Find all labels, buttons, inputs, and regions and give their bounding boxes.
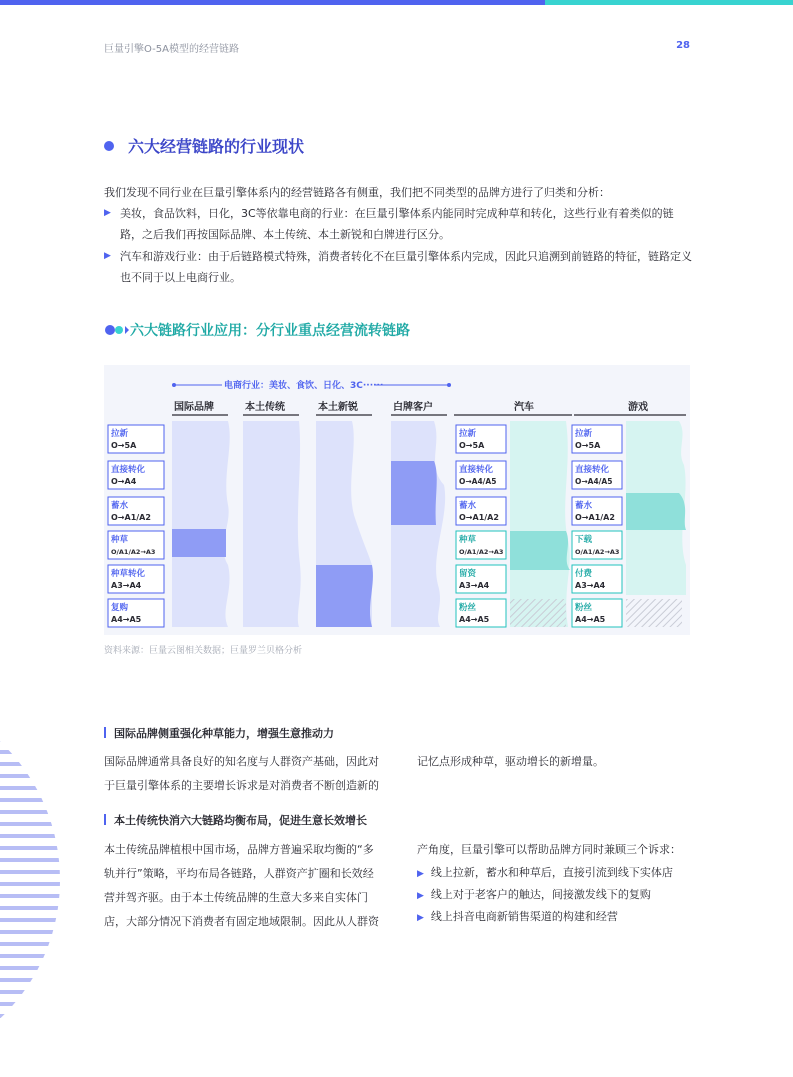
- stage-code: A4→A5: [111, 615, 142, 624]
- source-note: 资料来源：巨量云图相关数据；巨量罗兰贝格分析: [104, 646, 303, 656]
- triangle-bullet-icon: ▶: [417, 913, 424, 923]
- triangle-bullet-icon: ▶: [104, 251, 111, 261]
- col-header-local-trad: 本土传统: [245, 402, 285, 413]
- wave-highlight-game: [626, 493, 686, 530]
- stage-code: A3→A4: [111, 581, 142, 590]
- bullet-line: 路，之后我们再按国际品牌、本土传统、本土新锐和白牌进行区分。: [120, 228, 450, 241]
- stage-code: A3→A4: [575, 581, 606, 590]
- block2-bullet-2: [417, 884, 707, 907]
- text-line: 本土传统品牌植根中国市场，品牌方普遍采取均衡的“多: [104, 843, 374, 856]
- wave-col-auto: [510, 421, 570, 627]
- stage-code: O/A1/A2→A3: [459, 548, 504, 556]
- subsection-title: 六大链路行业应用：分行业重点经营流转链路: [130, 323, 410, 339]
- stage-name: 蓄水: [459, 501, 477, 511]
- hatched-block-auto: [510, 599, 566, 627]
- ecom-label-dot-left: [172, 383, 176, 387]
- heading-bar-icon: [104, 814, 106, 825]
- text-line: 记忆点形成种草，驱动增长的新增量。: [417, 755, 604, 768]
- section-title: 六大经营链路的行业现状: [128, 137, 305, 156]
- accent-bar-blue: [0, 0, 545, 5]
- wave-col-intl: [172, 421, 230, 627]
- stage-code: O→A4/A5: [575, 477, 613, 486]
- stage-name: 直接转化: [111, 465, 146, 475]
- industry-chain-diagram: [104, 365, 690, 635]
- col-header-local-new: 本土新锐: [318, 402, 358, 413]
- heading-bar-icon: [104, 727, 106, 738]
- stage-code: A3→A4: [459, 581, 490, 590]
- wave-highlight-auto: [510, 531, 570, 570]
- block2-heading-text: 本土传统快消六大链路均衡布局，促进生意长效增长: [114, 814, 367, 827]
- text-line: 店，大部分情况下消费者有固定地域限制。因此从人群资: [104, 915, 379, 928]
- stage-name: 付费: [575, 569, 593, 579]
- stage-code: O→A1/A2: [111, 513, 151, 522]
- stage-name: 种草转化: [111, 569, 146, 579]
- stage-code: O→5A: [111, 441, 137, 450]
- block2-right-intro: 产角度，巨量引擎可以帮助品牌方同时兼顾三个诉求：: [417, 843, 681, 856]
- wave-col-local-trad: [243, 421, 301, 627]
- stage-name: 下载: [575, 535, 593, 545]
- page-number: 28: [676, 40, 690, 51]
- stage-name: 留资: [459, 569, 477, 579]
- col-header-white-label: 白牌客户: [393, 402, 433, 413]
- stage-code: O/A1/A2→A3: [111, 548, 156, 556]
- stage-code: A4→A5: [575, 615, 606, 624]
- block2-heading: [104, 812, 367, 828]
- bullet-line: 汽车和游戏行业：由于后链路模式特殊，消费者转化不在巨量引擎体系内完成，因此只追溯到前链路的特征，链路定义: [120, 250, 692, 263]
- text-line: 营并驾齐驱。由于本土传统品牌的生意大多来自实体门: [104, 891, 368, 904]
- chain-diagram-svg: [104, 365, 690, 635]
- intro-bullet-2: [104, 246, 696, 288]
- block1-left-column: [104, 750, 394, 798]
- accent-bar-teal: [545, 0, 793, 5]
- stage-code: O→5A: [575, 441, 601, 450]
- wave-highlight-intl: [172, 529, 226, 557]
- stage-name: 拉新: [575, 429, 593, 439]
- wave-highlight-white-label: [391, 461, 437, 525]
- stage-name: 种草: [459, 535, 477, 545]
- stage-code: A4→A5: [459, 615, 490, 624]
- double-dot-arrow-icon: [104, 323, 130, 337]
- stage-code: O→A4/A5: [459, 477, 497, 486]
- top-accent-bar: [0, 0, 793, 5]
- stage-name: 粉丝: [459, 603, 477, 613]
- stage-name: 种草: [111, 535, 129, 545]
- block1-heading: [104, 725, 334, 741]
- stage-code: O→A1/A2: [459, 513, 499, 522]
- stage-code: O→5A: [459, 441, 485, 450]
- bullet-line: 也不同于以上电商行业。: [120, 271, 241, 284]
- bullet-line: 美妆，食品饮料，日化，3C等依靠电商的行业：在巨量引擎体系内能同时完成种草和转化，这些行业有着类似的链: [120, 207, 674, 220]
- running-header-title: 巨量引擎O-5A模型的经营链路: [104, 44, 239, 55]
- stage-name: 直接转化: [575, 465, 610, 475]
- stage-code: O→A4: [111, 477, 137, 486]
- stage-name: 复购: [111, 603, 129, 613]
- bullet-text: 线上对于老客户的触达，间接激发线下的复购: [430, 888, 651, 901]
- col-header-auto: 汽车: [514, 402, 534, 413]
- bullet-text: 线上抖音电商新销售渠道的构建和经营: [430, 910, 618, 923]
- intro-bullet-1: [104, 203, 696, 245]
- text-line: 国际品牌通常具备良好的知名度与人群资产基础，因此对: [104, 755, 379, 768]
- decorative-striped-circle: [0, 650, 70, 1077]
- block2-bullet-1: [417, 862, 707, 885]
- ecom-label: 电商行业：美妆、食饮、日化、3C······: [224, 381, 384, 391]
- intro-paragraph: 我们发现不同行业在巨量引擎体系内的经营链路各有侧重，我们把不同类型的品牌方进行了归类和分析：: [104, 186, 610, 199]
- block1-right-column: [417, 750, 697, 774]
- stage-name: 拉新: [111, 429, 129, 439]
- triangle-bullet-icon: ▶: [104, 208, 111, 218]
- triangle-bullet-icon: ▶: [417, 891, 424, 901]
- triangle-bullet-icon: ▶: [417, 869, 424, 879]
- bullet-text: 线上拉新，蓄水和种草后，直接引流到线下实体店: [430, 866, 673, 879]
- text-line: 轨并行”策略，平均布局各链路，人群资产扩圈和长效经: [104, 867, 374, 880]
- col-header-intl: 国际品牌: [174, 402, 214, 413]
- stage-code: O/A1/A2→A3: [575, 548, 620, 556]
- stage-name: 蓄水: [575, 501, 593, 511]
- block1-heading-text: 国际品牌侧重强化种草能力，增强生意推动力: [114, 727, 334, 740]
- stage-code: O→A1/A2: [575, 513, 615, 522]
- section-bullet-icon: [104, 141, 114, 151]
- stage-name: 粉丝: [575, 603, 593, 613]
- text-line: 于巨量引擎体系的主要增长诉求是对消费者不断创造新的: [104, 779, 379, 792]
- ecom-label-dot-right: [447, 383, 451, 387]
- col-header-game: 游戏: [628, 402, 648, 413]
- stage-name: 直接转化: [459, 465, 494, 475]
- block2-bullet-3: [417, 906, 707, 929]
- wave-highlight-local-new: [316, 565, 373, 627]
- stage-name: 蓄水: [111, 501, 129, 511]
- hatched-block-game: [626, 599, 682, 627]
- stage-name: 拉新: [459, 429, 477, 439]
- block2-left-column: [104, 838, 394, 934]
